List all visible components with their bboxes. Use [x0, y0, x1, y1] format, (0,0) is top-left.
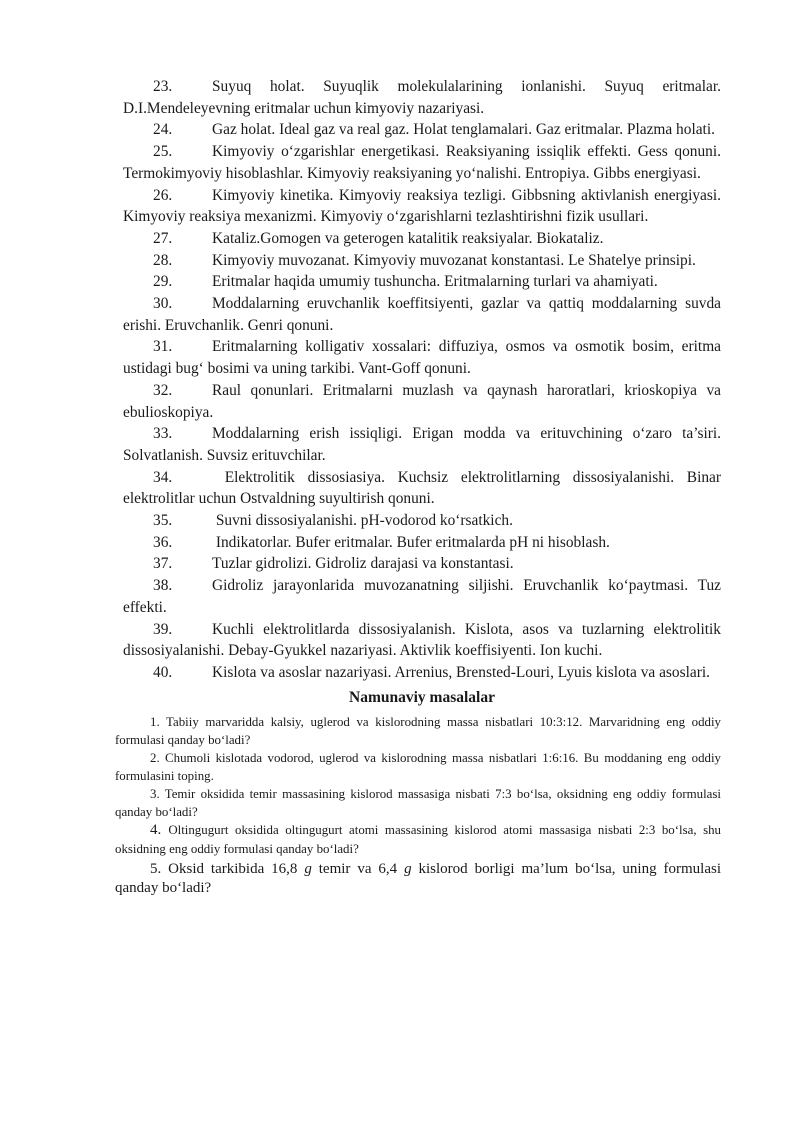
topic-23 — [123, 76, 721, 119]
problem-text: Oltingugurt oksidida oltingugurt atomi massasining kislorod atomi massasiga nisbati 2:3 bo‘lsa, shu oksidning eng oddiy formulasi qanday bo‘ladi? — [115, 822, 721, 857]
topic-39 — [123, 619, 721, 662]
unit-grams: g — [404, 860, 412, 877]
topic-text: Kimyoviy o‘zgarishlar energetikasi. Reaksiyaning issiqlik effekti. Gess qonuni. Termokimyoviy hisoblashlar. Kimyoviy reaksiyaning yo‘nalishi. Entropiya. Gibbs energiyasi. — [123, 143, 721, 182]
unit-grams: g — [304, 860, 312, 877]
topic-24 — [123, 119, 721, 141]
topic-text: Moddalarning eruvchanlik koeffitsiyenti, gazlar va qattiq moddalarning suvda erishi. Eruvchanlik. Genri qonuni. — [123, 295, 721, 334]
topic-number: 40. — [153, 663, 173, 681]
problem-number: 4. — [150, 821, 162, 838]
topic-35 — [123, 510, 721, 532]
topic-number: 33. — [153, 425, 173, 443]
problem-text-part: kislorod borligi ma’lum bo‘lsa, uning formulasi qanday bo‘ladi? — [115, 860, 721, 897]
topic-number: 32. — [153, 381, 173, 399]
topic-text: Raul qonunlari. Eritmalarni muzlash va qaynash haroratlari, krioskopiya va ebulioskopiya. — [123, 381, 721, 421]
topic-38 — [123, 575, 721, 618]
problem-1: 1. Tabiiy marvaridda kalsiy, uglerod va kislorodning massa nisbatlari 10:3:12. Marvaridning eng oddiy formulasi qanday bo‘ladi? — [115, 714, 721, 747]
topic-text: Gidroliz jarayonlarida muvozanatning siljishi. Eruvchanlik ko‘paytmasi. Tuz effekti. — [123, 577, 721, 616]
topic-text: Tuzlar gidrolizi. Gidroliz darajasi va konstantasi. — [212, 555, 514, 573]
topic-29 — [123, 271, 721, 293]
problem-text-part: temir va 6,4 — [311, 860, 405, 877]
topic-text: Moddalarning erish issiqligi. Erigan modda va erituvchining o‘zaro ta’siri. Solvatlanish. Suvsiz erituvchilar. — [123, 425, 721, 464]
topic-number: 27. — [153, 229, 173, 247]
problem-3: 3. Temir oksidida temir massasining kislorod massasiga nisbati 7:3 bo‘lsa, oksidning eng oddiy formulasi qanday bo‘ladi? — [115, 786, 721, 819]
topic-number: 25. — [153, 143, 173, 161]
topic-34 — [123, 467, 721, 510]
topic-number: 29. — [153, 273, 173, 291]
topic-number: 30. — [153, 295, 173, 313]
topic-text: Kislota va asoslar nazariyasi. Arrenius, Brensted-Louri, Lyuis kislota va asoslari. — [212, 663, 710, 681]
topic-30 — [123, 293, 721, 336]
topic-number: 38. — [153, 577, 173, 595]
topic-number: 24. — [153, 121, 173, 139]
topic-number: 31. — [153, 338, 173, 356]
topic-number: 39. — [153, 620, 173, 638]
document-page — [115, 76, 721, 899]
problem-2: 2. Chumoli kislotada vodorod, uglerod va kislorodning massa nisbatlari 1:6:16. Bu moddaning eng oddiy formulasini toping. — [115, 750, 721, 783]
topic-31 — [123, 336, 721, 379]
topic-text: Kimyoviy kinetika. Kimyoviy reaksiya tezligi. Gibbsning aktivlanish energiyasi. Kimyoviy reaksiya mexanizmi. Kimyoviy o‘zgarishlarni tezlashtirishni fizik usullari. — [123, 186, 721, 226]
topic-number: 34. — [153, 468, 173, 486]
topic-number: 28. — [153, 251, 173, 269]
problem-4 — [115, 821, 721, 860]
topic-text: Kimyoviy muvozanat. Kimyoviy muvozanat konstantasi. Le Shatelye prinsipi. — [212, 251, 696, 269]
topic-27 — [123, 228, 721, 250]
topic-text: Kuchli elektrolitlarda dissosiyalanish. Kislota, asos va tuzlarning elektrolitik dissosiyalanishi. Debay-Gyukkel nazariyasi. Aktivlik koeffisiyenti. Ion kuchi. — [123, 620, 721, 660]
topic-37 — [123, 553, 721, 575]
topic-text: Indikatorlar. Bufer eritmalar. Bufer eritmalarda pH ni hisoblash. — [212, 533, 610, 551]
topic-text: Suvni dissosiyalanishi. pH-vodorod ko‘rsatkich. — [212, 512, 513, 530]
section-heading: Namunaviy masalalar — [349, 688, 495, 706]
problem-text-part: Oksid tarkibida 16,8 — [168, 860, 305, 877]
topic-33 — [123, 423, 721, 466]
topic-40 — [123, 662, 721, 684]
topic-number: 26. — [153, 186, 173, 204]
topic-text: Eritmalar haqida umumiy tushuncha. Eritmalarning turlari va ahamiyati. — [212, 273, 658, 291]
topic-text: Elektrolitik dissosiasiya. Kuchsiz elektrolitlarning dissosiyalanishi. Binar elektrolitlar uchun Ostvaldning suyultirish qonuni. — [123, 468, 721, 508]
topic-number: 36. — [153, 533, 173, 551]
topic-text: Eritmalarning kolligativ xossalari: diffuziya, osmos va osmotik bosim, eritma ustidagi bug‘ bosimi va uning tarkibi. Vant-Goff qonuni. — [123, 338, 721, 378]
problem-5 — [115, 860, 721, 899]
problem-number: 5. — [150, 860, 162, 877]
topic-number: 23. — [153, 78, 173, 95]
topic-36 — [123, 532, 721, 554]
topic-32 — [123, 380, 721, 423]
topic-25 — [123, 141, 721, 184]
topic-number: 37. — [153, 555, 173, 573]
problem-list — [115, 713, 721, 899]
topic-text: Suyuq holat. Suyuqlik molekulalarining ionlanishi. Suyuq eritmalar. D.I.Mendeleyevning eritmalar uchun kimyoviy nazariyasi. — [123, 78, 721, 117]
topic-text: Gaz holat. Ideal gaz va real gaz. Holat tenglamalari. Gaz eritmalar. Plazma holati. — [212, 121, 715, 139]
topic-text: Kataliz.Gomogen va geterogen katalitik reaksiyalar. Biokataliz. — [212, 229, 604, 247]
topic-26 — [123, 185, 721, 228]
topic-28 — [123, 250, 721, 272]
topic-number: 35. — [153, 512, 173, 530]
